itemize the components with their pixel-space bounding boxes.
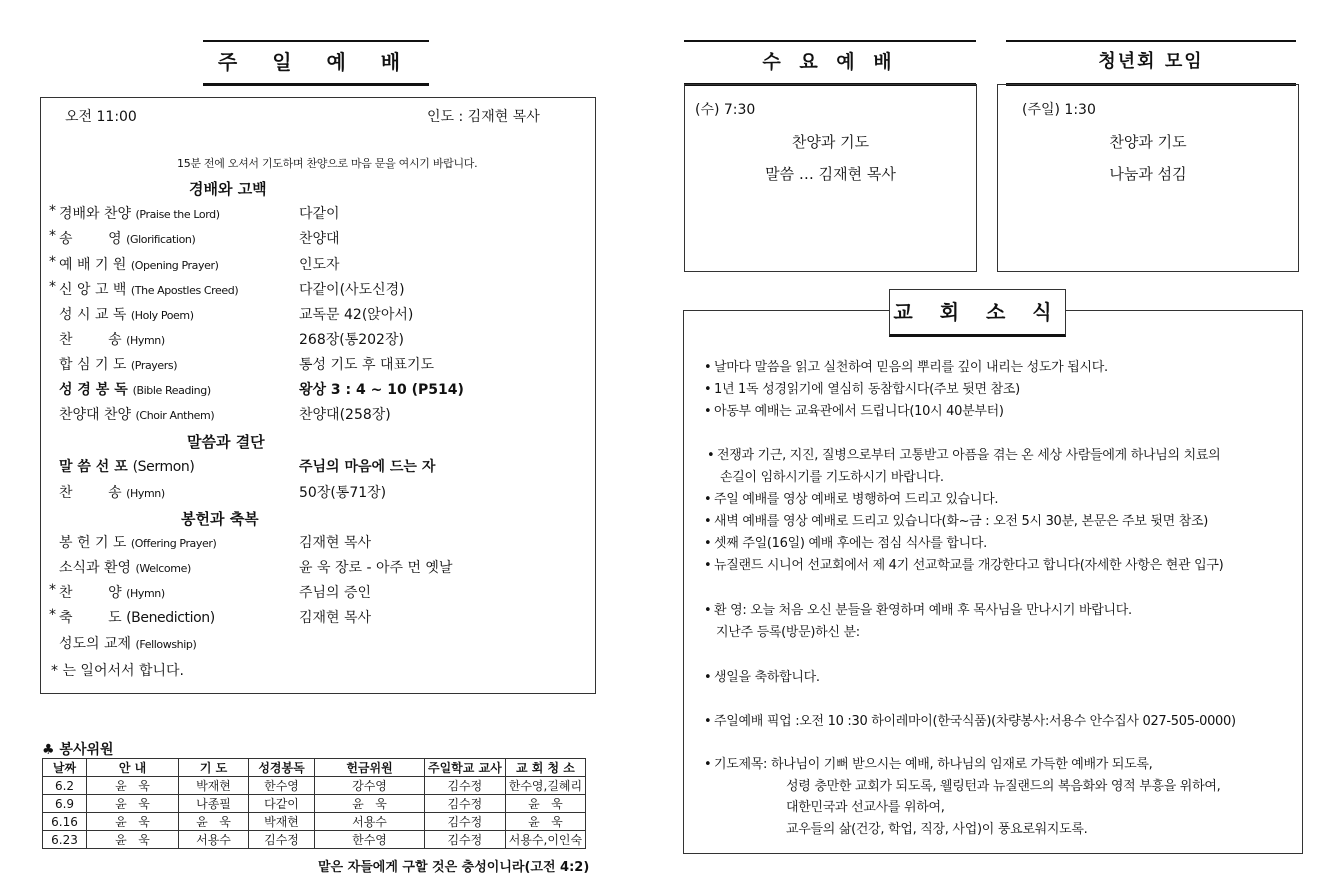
table-cell: 6.23 xyxy=(43,831,87,849)
order-item-korean: 성도의 교제 xyxy=(59,636,136,652)
order-item-responsible: 268장(통202장) xyxy=(299,332,404,348)
wednesday-box xyxy=(684,84,977,272)
table-cell: 윤 욱 xyxy=(315,795,425,813)
news-item-continued: 손길이 임하시기를 기도하시기 바랍니다. xyxy=(720,470,944,485)
news-item: • 주일 예배를 영상 예배로 병행하여 드리고 있습니다. xyxy=(704,492,999,507)
order-item-korean: 축 도 xyxy=(59,610,127,626)
service-table-header: 헌금위원 xyxy=(315,759,425,777)
table-cell: 윤 욱 xyxy=(505,813,585,831)
order-item-responsible: 주님의 마음에 드는 자 xyxy=(299,459,436,475)
order-item-english: (Holy Poem) xyxy=(130,309,194,322)
service-committee-label: ♣ 봉사위원 xyxy=(42,742,114,758)
table-cell: 윤 욱 xyxy=(87,831,179,849)
table-cell: 서용수,이인숙 xyxy=(505,831,585,849)
order-item-responsible: 주님의 증인 xyxy=(299,585,372,601)
standing-marker: * xyxy=(49,279,56,295)
service-table-header: 교 회 청 소 xyxy=(505,759,585,777)
order-item-name xyxy=(59,482,165,502)
news-item: • 주일예배 픽업 :오전 10 :30 하이레마이(한국식품)(차량봉사:서용수 안수집사 027-505-0000) xyxy=(704,714,1236,729)
order-item-responsible: 교독문 42(앉아서) xyxy=(299,307,414,323)
youth-box xyxy=(997,84,1299,272)
order-item-holy-poem xyxy=(49,304,589,328)
section-heading-worship: 경배와 고백 xyxy=(189,180,267,198)
order-item-responsible: 윤 욱 장로 - 아주 먼 옛날 xyxy=(299,560,453,576)
news-item: • 환 영: 오늘 처음 오신 분들을 환영하며 예배 후 목사님을 만나시기 바랍니다. xyxy=(704,603,1132,618)
youth-meeting-title: 청년회 모임 xyxy=(1006,40,1296,86)
table-cell: 윤 욱 xyxy=(87,795,179,813)
table-cell: 김수정 xyxy=(425,831,506,849)
news-item-continued: 성령 충만한 교회가 되도록, 웰링턴과 뉴질랜드의 복음화와 영적 부흥을 위하여, xyxy=(786,779,1221,794)
order-item-english: (Glorification) xyxy=(126,233,196,246)
news-item: • 기도제목: 하나님이 기뻐 받으시는 예배, 하나님의 임재로 가득한 예배가 되도록, xyxy=(704,757,1153,772)
table-cell: 윤 욱 xyxy=(505,795,585,813)
order-item-english: (Hymn) xyxy=(126,487,165,500)
order-item-english: (Benediction) xyxy=(126,610,215,626)
order-item-english: (Choir Anthem) xyxy=(135,409,215,422)
sunday-notice: 15분 전에 오셔서 기도하며 찬양으로 마음 문을 여시기 바랍니다. xyxy=(177,157,478,170)
news-item: • 뉴질랜드 시니어 선교회에서 제 4기 선교학교를 개강한다고 합니다(자세한 사항은 현관 입구) xyxy=(704,558,1224,573)
order-item-name xyxy=(59,607,215,627)
table-cell: 6.2 xyxy=(43,777,87,795)
table-row xyxy=(43,777,586,795)
service-table-header: 성경봉독 xyxy=(249,759,315,777)
order-item-korean: 성 시 교 독 xyxy=(59,307,131,323)
table-cell: 다같이 xyxy=(249,795,315,813)
order-item-english: (Opening Prayer) xyxy=(130,259,219,272)
order-item-name xyxy=(59,456,194,476)
order-item-responsible: 다같이(사도신경) xyxy=(299,282,405,298)
youth-line2: 나눔과 섬김 xyxy=(1109,165,1187,183)
table-cell: 윤 욱 xyxy=(179,813,249,831)
order-item-name xyxy=(59,354,177,374)
order-item-responsible: 50장(통71장) xyxy=(299,485,387,501)
order-item-korean: 봉 헌 기 도 xyxy=(59,535,131,551)
order-item-responsible: 다같이 xyxy=(299,206,340,222)
news-item: • 1년 1독 성경읽기에 열심히 동참합시다(주보 뒷면 참조) xyxy=(704,382,1020,397)
table-cell: 서용수 xyxy=(315,813,425,831)
news-item: • 셋째 주일(16일) 예배 후에는 점심 식사를 합니다. xyxy=(704,536,987,551)
table-cell: 6.9 xyxy=(43,795,87,813)
sunday-footnote: * 는 일어서서 합니다. xyxy=(51,663,184,679)
service-table-header: 기 도 xyxy=(179,759,249,777)
standing-marker: * xyxy=(49,582,56,598)
standing-marker: * xyxy=(49,254,56,270)
sunday-leader: 인도 : 김재현 목사 xyxy=(427,109,540,125)
order-item-korean: 성 경 봉 독 xyxy=(59,382,133,398)
order-item-english: (Fellowship) xyxy=(135,638,197,651)
order-item-benediction xyxy=(49,607,589,631)
news-item-continued: 교우들의 삶(건강, 학업, 직장, 사업)이 풍요로워지도록. xyxy=(786,822,1088,837)
order-item-korean: 송 영 xyxy=(59,231,127,247)
news-item: • 생일을 축하합니다. xyxy=(704,670,820,685)
order-item-hymn-1 xyxy=(49,329,589,353)
wednesday-time: (수) 7:30 xyxy=(695,102,756,118)
table-cell: 김수정 xyxy=(425,795,506,813)
order-item-name xyxy=(59,582,165,602)
church-news-title: 교 회 소 식 xyxy=(889,289,1066,337)
order-item-responsible: 왕상 3 : 4 ~ 10 (P514) xyxy=(299,382,464,398)
order-item-korean: 경배와 찬양 xyxy=(59,206,136,222)
table-cell: 서용수 xyxy=(179,831,249,849)
sunday-order-box xyxy=(40,97,596,694)
order-item-english: (Prayers) xyxy=(130,359,178,372)
wednesday-line2: 말씀 … 김재현 목사 xyxy=(765,165,896,183)
order-item-name xyxy=(59,279,238,299)
news-item: • 전쟁과 기근, 지진, 질병으로부터 고통받고 아픔을 겪는 온 세상 사람들에게 하나님의 치료의 xyxy=(707,448,1221,463)
table-cell: 나종필 xyxy=(179,795,249,813)
order-item-korean: 찬 송 xyxy=(59,485,127,501)
order-item-offering-prayer xyxy=(49,532,589,556)
table-cell: 윤 욱 xyxy=(87,813,179,831)
order-item-glorification xyxy=(49,228,589,252)
table-cell: 6.16 xyxy=(43,813,87,831)
table-cell: 박재현 xyxy=(249,813,315,831)
order-item-english: (Offering Prayer) xyxy=(130,537,217,550)
order-item-praise xyxy=(49,203,589,227)
service-table-header: 안 내 xyxy=(87,759,179,777)
order-item-english: (Hymn) xyxy=(126,587,165,600)
order-item-responsible: 통성 기도 후 대표기도 xyxy=(299,357,435,373)
order-item-responsible: 인도자 xyxy=(299,257,340,273)
table-cell: 한수영,길혜리 xyxy=(505,777,585,795)
news-item-continued: 대한민국과 선교사를 위하여, xyxy=(786,800,945,815)
sunday-worship-title: 주 일 예 배 xyxy=(203,40,429,86)
table-row xyxy=(43,813,586,831)
order-item-english: (The Apostles Creed) xyxy=(130,284,239,297)
news-item-continued: 지난주 등록(방문)하신 분: xyxy=(716,625,860,640)
table-cell: 강수영 xyxy=(315,777,425,795)
order-item-responsible: 찬양대(258장) xyxy=(299,407,391,423)
order-item-choir-anthem xyxy=(49,404,589,428)
order-item-korean: 합 심 기 도 xyxy=(59,357,131,373)
order-item-name xyxy=(59,633,196,653)
order-item-korean: 찬 양 xyxy=(59,585,127,601)
section-heading-offering: 봉헌과 축복 xyxy=(181,510,259,528)
youth-time: (주일) 1:30 xyxy=(1022,102,1096,118)
order-item-name xyxy=(59,203,220,223)
order-item-name xyxy=(59,254,218,274)
service-table-header: 주일학교 교사 xyxy=(425,759,506,777)
order-item-korean: 찬양대 찬양 xyxy=(59,407,136,423)
order-item-name xyxy=(59,532,216,552)
order-item-name xyxy=(59,304,194,324)
order-item-prayers xyxy=(49,354,589,378)
order-item-responsible: 찬양대 xyxy=(299,231,340,247)
order-item-english: (Welcome) xyxy=(135,562,191,575)
wednesday-line1: 찬양과 기도 xyxy=(791,133,870,151)
standing-marker: * xyxy=(49,203,56,219)
order-item-bible-reading xyxy=(49,379,589,403)
news-item: • 아동부 예배는 교육관에서 드립니다(10시 40분부터) xyxy=(704,404,1004,419)
wednesday-worship-title: 수 요 예 배 xyxy=(684,40,976,86)
order-item-responsible: 김재현 목사 xyxy=(299,535,372,551)
table-cell: 김수정 xyxy=(249,831,315,849)
order-item-creed xyxy=(49,279,589,303)
order-item-hymn-2 xyxy=(49,482,589,506)
order-item-name xyxy=(59,404,214,424)
order-item-fellowship xyxy=(49,633,589,657)
order-item-korean: 신 앙 고 백 xyxy=(59,282,131,298)
table-row xyxy=(43,795,586,813)
order-item-welcome xyxy=(49,557,589,581)
order-item-english: (Praise the Lord) xyxy=(135,208,220,221)
order-item-name xyxy=(59,228,195,248)
table-cell: 박재현 xyxy=(179,777,249,795)
table-cell: 김수정 xyxy=(425,813,506,831)
bible-verse: 맡은 자들에게 구할 것은 충성이니라(고전 4:2) xyxy=(318,860,590,875)
order-item-korean: 찬 송 xyxy=(59,332,127,348)
table-row xyxy=(43,831,586,849)
order-item-korean: 소식과 환영 xyxy=(59,560,136,576)
order-item-english: (Sermon) xyxy=(132,459,195,475)
news-item: • 새벽 예배를 영상 예배로 드리고 있습니다(화~금 : 오전 5시 30분, 본문은 주보 뒷면 참조) xyxy=(704,514,1209,529)
section-heading-word: 말씀과 결단 xyxy=(187,433,265,451)
standing-marker: * xyxy=(49,607,56,623)
order-item-responsible: 김재현 목사 xyxy=(299,610,372,626)
standing-marker: * xyxy=(49,228,56,244)
table-cell: 한수영 xyxy=(249,777,315,795)
order-item-name xyxy=(59,329,165,349)
sunday-time: 오전 11:00 xyxy=(65,109,137,125)
order-item-name xyxy=(59,557,191,577)
table-cell: 윤 욱 xyxy=(87,777,179,795)
service-committee-table xyxy=(42,758,586,849)
order-item-english: (Bible Reading) xyxy=(132,384,211,397)
news-item: • 날마다 말씀을 읽고 실천하여 믿음의 뿌리를 깊이 내리는 성도가 됩시다. xyxy=(704,360,1108,375)
order-item-sermon xyxy=(49,456,589,480)
order-item-english: (Hymn) xyxy=(126,334,165,347)
table-cell: 한수영 xyxy=(315,831,425,849)
order-item-name xyxy=(59,379,211,399)
order-item-korean: 예 배 기 원 xyxy=(59,257,131,273)
youth-line1: 찬양과 기도 xyxy=(1109,133,1187,151)
order-item-korean: 말 씀 선 포 xyxy=(59,459,133,475)
service-table-header: 날짜 xyxy=(43,759,87,777)
table-cell: 김수정 xyxy=(425,777,506,795)
order-item-hymn-3 xyxy=(49,582,589,606)
order-item-opening-prayer xyxy=(49,254,589,278)
